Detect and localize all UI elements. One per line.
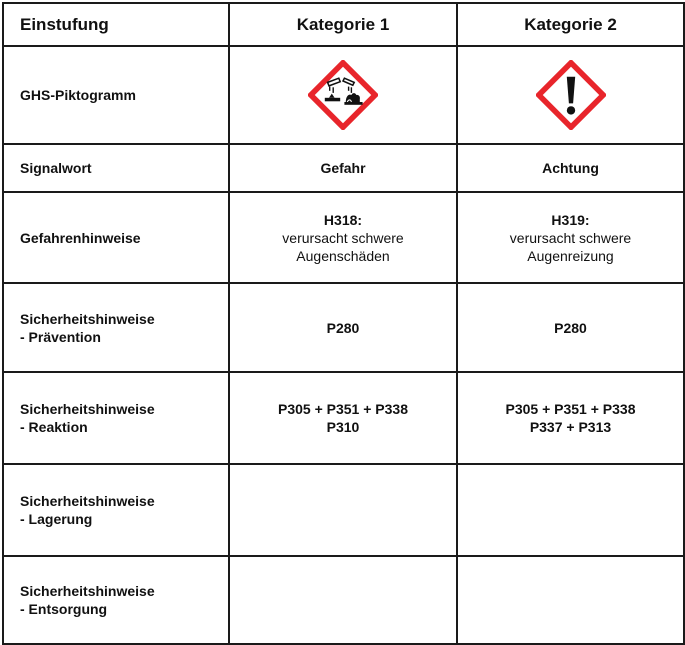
prevention-cat2 (457, 283, 684, 372)
reaction-code-line: P337 + P313 (529, 419, 612, 435)
disposal-cat2 (457, 556, 684, 644)
prevention-cat1 (229, 283, 457, 372)
header-row (3, 3, 684, 46)
pictogram-cat2-cell (457, 46, 684, 144)
pictogram-row-label: GHS-Piktogramm (3, 46, 229, 144)
reaction-label-line2: - Reaktion (20, 419, 88, 435)
hazard-row-label: Gefahrenhinweise (3, 192, 229, 283)
storage-row (3, 464, 684, 556)
disposal-row-label (3, 556, 229, 644)
storage-label-line1: Sicherheitshinweise (20, 493, 155, 509)
hazard-cat2 (457, 192, 684, 283)
disposal-row (3, 556, 684, 644)
signal-word-gefahr: Gefahr (320, 160, 366, 176)
reaction-row (3, 372, 684, 464)
signal-row (3, 144, 684, 192)
ghs-classification-table (2, 2, 685, 645)
hazard-text-line: Augenreizung (527, 247, 614, 264)
prevention-code: P280 (554, 319, 587, 336)
signal-row-label: Signalwort (3, 144, 229, 192)
hazard-row (3, 192, 684, 283)
reaction-code-line: P305 + P351 + P338 (505, 401, 636, 417)
header-kategorie-2: Kategorie 2 (457, 3, 684, 46)
ghs05-corrosion-icon (308, 60, 378, 130)
pictogram-cat1-cell (229, 46, 457, 144)
pictogram-row (3, 46, 684, 144)
signal-cat2 (457, 144, 684, 192)
reaction-row-label (3, 372, 229, 464)
header-einstufung: Einstufung (3, 3, 229, 46)
storage-cat1 (229, 464, 457, 556)
prevention-code: P280 (326, 319, 360, 336)
signal-cat1 (229, 144, 457, 192)
prevention-label-line1: Sicherheitshinweise (20, 310, 155, 327)
reaction-cat1 (229, 372, 457, 464)
reaction-cat2 (457, 372, 684, 464)
disposal-label-line1: Sicherheitshinweise (20, 583, 155, 599)
hazard-text-line: verursacht schwere (509, 229, 632, 246)
hazard-code-h318: H318: (323, 211, 363, 228)
reaction-label-line1: Sicherheitshinweise (20, 401, 155, 417)
disposal-label-line2: - Entsorgung (20, 601, 108, 617)
hazard-code-h319: H319: (551, 211, 590, 228)
storage-row-label (3, 464, 229, 556)
hazard-text-line: Augenschäden (296, 247, 390, 264)
reaction-code-line: P310 (326, 419, 360, 435)
storage-cat2 (457, 464, 684, 556)
prevention-label-line2: - Prävention (20, 328, 101, 345)
reaction-code-line: P305 + P351 + P338 (278, 401, 408, 417)
header-kategorie-1: Kategorie 1 (229, 3, 457, 46)
hazard-text-line: verursacht schwere (282, 229, 404, 246)
ghs07-exclamation-mark-icon (536, 60, 606, 130)
storage-label-line2: - Lagerung (20, 511, 93, 527)
hazard-cat1 (229, 192, 457, 283)
prevention-row-label (3, 283, 229, 372)
disposal-cat1 (229, 556, 457, 644)
signal-word-achtung: Achtung (542, 160, 599, 176)
prevention-row (3, 283, 684, 372)
